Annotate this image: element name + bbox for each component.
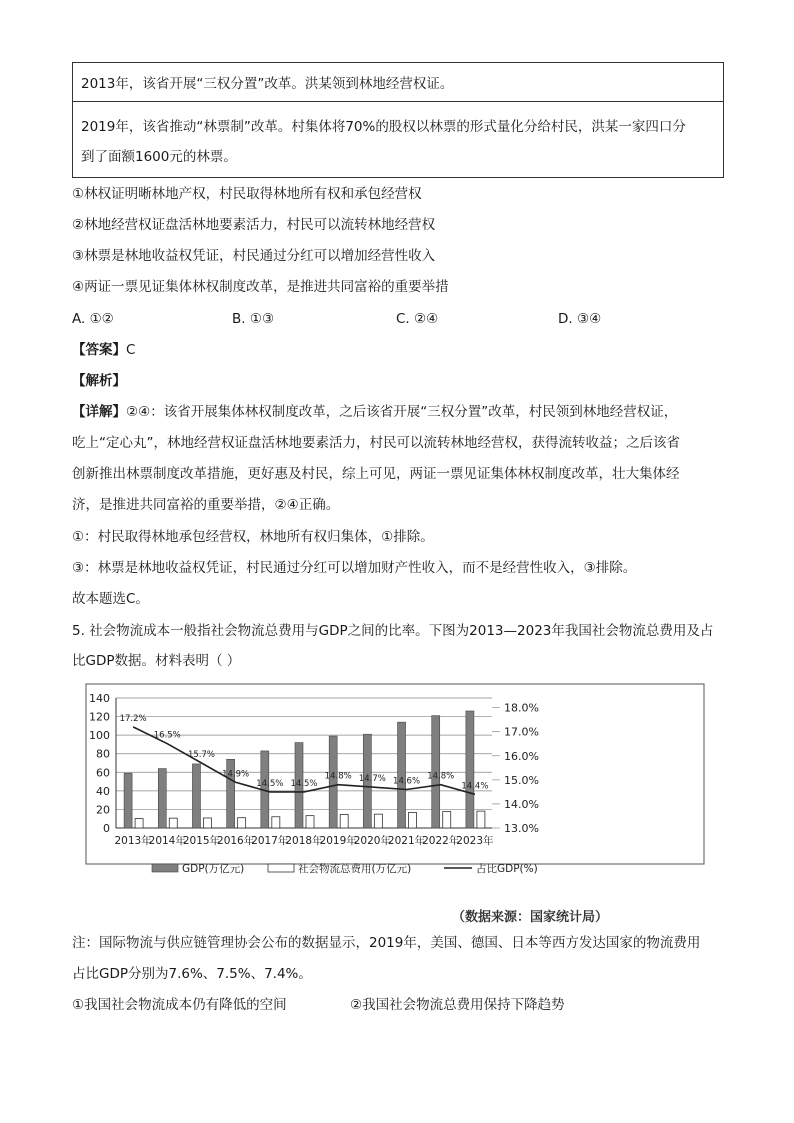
- bar-logistics-cost: [340, 814, 348, 828]
- legend-swatch-logistics: [268, 864, 294, 872]
- bar-logistics-cost: [238, 818, 246, 828]
- rebut-1: ①：村民取得林地承包经营权，林地所有权归集体，①排除。: [72, 529, 434, 545]
- legend-label-logistics: 社会物流总费用(万亿元): [298, 863, 412, 875]
- bar-logistics-cost: [443, 811, 451, 828]
- data-label-gdp-share: 16.5%: [153, 730, 181, 741]
- info-table: [72, 62, 724, 178]
- x-tick-label: 2023年: [456, 835, 494, 847]
- bar-gdp: [398, 722, 406, 828]
- legend-swatch-gdp: [152, 864, 178, 872]
- bar-logistics-cost: [477, 811, 485, 828]
- y-left-tick-label: 40: [96, 784, 110, 798]
- bar-logistics-cost: [306, 816, 314, 828]
- x-tick-label: 2019年: [319, 835, 357, 847]
- bar-logistics-cost: [409, 812, 417, 828]
- bar-gdp: [124, 773, 132, 828]
- x-tick-label: 2015年: [182, 835, 221, 847]
- y-left-tick-label: 120: [89, 710, 110, 724]
- table-row-2-line-1: 2019年，该省推动“林票制”改革。村集体将70%的股权以林票的形式量化分给村民，洪某一家四口分: [81, 119, 686, 135]
- answer-label: 【答案】: [72, 342, 126, 358]
- q5-line-1: 5. 社会物流成本一般指社会物流总费用与GDP之间的比率。下图为2013—2023年我国社会物流总费用及占: [72, 623, 714, 639]
- option-d: D. ③④: [558, 311, 602, 327]
- data-label-gdp-share: 14.4%: [461, 781, 489, 792]
- bar-gdp: [192, 764, 200, 828]
- bar-logistics-cost: [374, 814, 382, 828]
- table-row-2-line-2: 到了面额1600元的林票。: [81, 149, 237, 165]
- table-row: [73, 63, 723, 102]
- legend-label-gdp: GDP(万亿元): [182, 863, 245, 875]
- data-label-gdp-share: 14.5%: [256, 778, 284, 789]
- y-left-tick-label: 60: [96, 766, 110, 780]
- chart-svg: [72, 682, 724, 890]
- option-b: B. ①③: [232, 311, 275, 327]
- y-right-tick-label: 15.0%: [504, 773, 539, 787]
- analysis-label: 【解析】: [72, 373, 126, 389]
- note-line-1: 注：国际物流与供应链管理协会公布的数据显示，2019年，美国、德国、日本等西方发达国家的物流费用: [72, 935, 701, 951]
- y-left-tick-label: 80: [96, 747, 110, 761]
- y-right-tick-label: 18.0%: [504, 701, 539, 715]
- detail-line-1: [72, 402, 677, 422]
- data-label-gdp-share: 17.2%: [119, 713, 147, 724]
- answer: [72, 340, 135, 360]
- detail-line-4: 济，是推进共同富裕的重要举措，②④正确。: [72, 497, 340, 513]
- y-right-tick-label: 17.0%: [504, 725, 539, 739]
- chart-source: （数据来源：国家统计局）: [452, 910, 609, 925]
- data-label-gdp-share: 14.9%: [222, 769, 250, 780]
- x-tick-label: 2017年: [251, 835, 289, 847]
- option-a: A. ①②: [72, 311, 114, 327]
- data-label-gdp-share: 14.5%: [290, 778, 318, 789]
- statement-4: ④两证一票见证集体林权制度改革，是推进共同富裕的重要举措: [72, 279, 449, 295]
- data-label-gdp-share: 14.8%: [324, 771, 352, 782]
- detail-text-1: ②④：该省开展集体林权制度改革，之后该省开展“三权分置”改革，村民领到林地经营权证，: [126, 404, 678, 420]
- bar-logistics-cost: [203, 818, 211, 828]
- detail-line-3: 创新推出林票制度改革措施，更好惠及村民，综上可见，两证一票见证集体林权制度改革，壮大集体经: [72, 466, 680, 482]
- final-statement-1: ①我国社会物流成本仍有降低的空间: [72, 997, 287, 1013]
- final-statement-2: ②我国社会物流总费用保持下降趋势: [350, 997, 565, 1013]
- q5-line-2: 比GDP数据。材料表明（ ）: [72, 653, 241, 669]
- note-line-2: 占比GDP分别为7.6%、7.5%、7.4%。: [72, 966, 312, 982]
- x-tick-label: 2018年: [285, 835, 323, 847]
- option-c: C. ②④: [396, 311, 439, 327]
- rebut-2: ③：林票是林地收益权凭证，村民通过分红可以增加财产性收入，而不是经营性收入，③排除。: [72, 560, 637, 576]
- table-row-1-text: 2013年，该省开展“三权分置”改革。洪某领到林地经营权证。: [81, 76, 454, 92]
- statement-1: ①林权证明晰林地产权，村民取得林地所有权和承包经营权: [72, 186, 422, 202]
- x-tick-label: 2021年: [387, 835, 426, 847]
- bar-logistics-cost: [272, 817, 280, 828]
- bar-gdp: [466, 711, 474, 828]
- detail-label: 【详解】: [72, 404, 126, 420]
- y-right-tick-label: 14.0%: [504, 797, 539, 811]
- y-left-tick-label: 140: [89, 692, 110, 705]
- y-left-tick-label: 20: [96, 803, 110, 817]
- y-left-tick-label: 0: [103, 822, 110, 835]
- logistics-chart: [72, 682, 724, 890]
- x-tick-label: 2020年: [353, 835, 391, 847]
- x-tick-label: 2022年: [422, 835, 460, 847]
- y-right-tick-label: 16.0%: [504, 749, 539, 763]
- x-tick-label: 2013年: [114, 835, 152, 847]
- x-tick-label: 2016年: [217, 835, 255, 847]
- statement-2: ②林地经营权证盘活林地要素活力，村民可以流转林地经营权: [72, 217, 436, 233]
- data-label-gdp-share: 14.7%: [358, 774, 386, 785]
- legend-label-share: 占比GDP(%): [476, 863, 538, 875]
- bar-logistics-cost: [169, 818, 177, 828]
- bar-logistics-cost: [135, 819, 143, 828]
- bar-gdp: [158, 769, 166, 828]
- y-left-tick-label: 100: [89, 729, 110, 743]
- data-label-gdp-share: 14.6%: [393, 776, 421, 787]
- data-label-gdp-share: 14.8%: [427, 771, 455, 782]
- detail-line-2: 吃上“定心丸”，林地经营权证盘活林地要素活力，村民可以流转林地经营权，获得流转收益；之后该省: [72, 435, 680, 451]
- x-tick-label: 2014年: [148, 835, 186, 847]
- answer-value: C: [126, 342, 136, 358]
- bar-gdp: [329, 736, 337, 828]
- y-right-tick-label: 13.0%: [504, 822, 539, 835]
- conclusion: 故本题选C。: [72, 591, 149, 607]
- data-label-gdp-share: 15.7%: [187, 750, 215, 760]
- statement-3: ③林票是林地收益权凭证，村民通过分红可以增加经营性收入: [72, 248, 436, 264]
